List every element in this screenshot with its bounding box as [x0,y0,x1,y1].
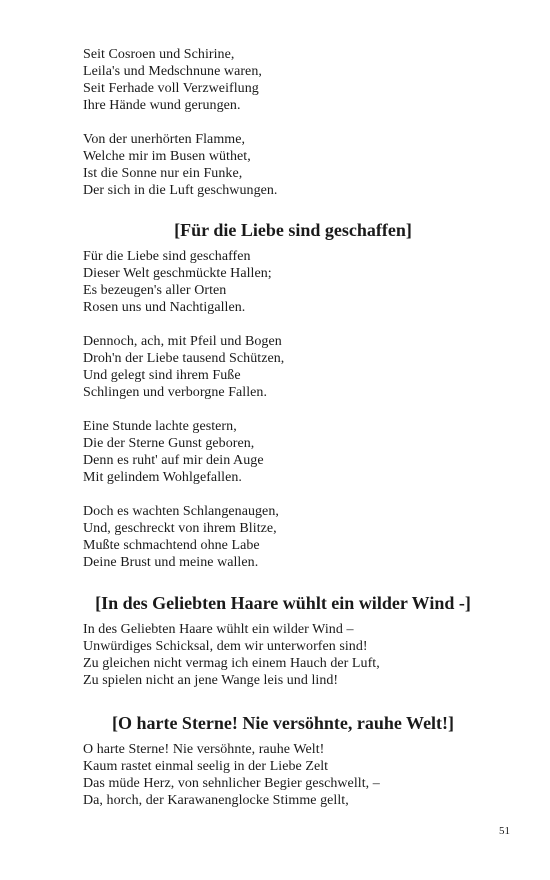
verse-line: Seit Cosroen und Schirine, [83,47,235,62]
verse-line: Der sich in die Luft geschwungen. [83,183,278,198]
poem-title: [In des Geliebten Haare wühlt ein wilder Wind -] [95,593,471,613]
verse-line: Leila's und Medschnune waren, [83,64,262,79]
page-number: 51 [499,825,510,837]
verse-line: Unwürdiges Schicksal, dem wir unterworfen sind! [83,639,368,654]
verse-line: Ist die Sonne nur ein Funke, [83,166,243,181]
verse-line: Von der unerhörten Flamme, [83,132,246,147]
verse-line: Seit Ferhade voll Verzweiflung [83,81,259,96]
poem-title: [Für die Liebe sind geschaffen] [174,220,412,240]
verse-line: Denn es ruht' auf mir dein Auge [83,453,264,468]
verse-line: Droh'n der Liebe tausend Schützen, [83,351,285,366]
verse-line: Dennoch, ach, mit Pfeil und Bogen [83,334,282,349]
verse-line: O harte Sterne! Nie versöhnte, rauhe Welt! [83,742,325,757]
stanza [83,131,503,199]
verse-line: Mit gelindem Wohlgefallen. [83,470,242,485]
stanza [83,741,503,809]
verse-line: Deine Brust und meine wallen. [83,555,259,570]
verse-line: Und gelegt sind ihrem Fuße [83,368,241,383]
verse-line: Das müde Herz, von sehnlicher Begier geschwellt, – [83,776,380,791]
stanza [83,248,503,316]
verse-line: Ihre Hände wund gerungen. [83,98,241,113]
stanza [83,418,503,486]
verse-line: Rosen uns und Nachtigallen. [83,300,246,315]
verse-line: Eine Stunde lachte gestern, [83,419,237,434]
verse-line: Es bezeugen's aller Orten [83,283,227,298]
stanza [83,46,503,114]
verse-line: Kaum rastet einmal seelig in der Liebe Zelt [83,759,329,774]
verse-line: Mußte schmachtend ohne Labe [83,538,260,553]
verse-line: Doch es wachten Schlangenaugen, [83,504,279,519]
verse-line: Zu gleichen nicht vermag ich einem Hauch der Luft, [83,656,380,671]
verse-line: Dieser Welt geschmückte Hallen; [83,266,272,281]
text-column [83,46,503,809]
poem-title: [O harte Sterne! Nie versöhnte, rauhe Welt!] [111,713,455,733]
verse-line: In des Geliebten Haare wühlt ein wilder Wind – [83,622,354,637]
stanza [83,621,503,689]
stanza [83,333,503,401]
verse-line: Die der Sterne Gunst geboren, [83,436,255,451]
verse-line: Da, horch, der Karawanenglocke Stimme gellt, [83,793,349,808]
verse-line: Und, geschreckt von ihrem Blitze, [83,521,277,536]
verse-line: Welche mir im Busen wüthet, [83,149,251,164]
verse-line: Für die Liebe sind geschaffen [83,249,251,264]
verse-line: Zu spielen nicht an jene Wange leis und lind! [83,673,339,688]
verse-line: Schlingen und verborgne Fallen. [83,385,268,400]
stanza [83,503,503,571]
